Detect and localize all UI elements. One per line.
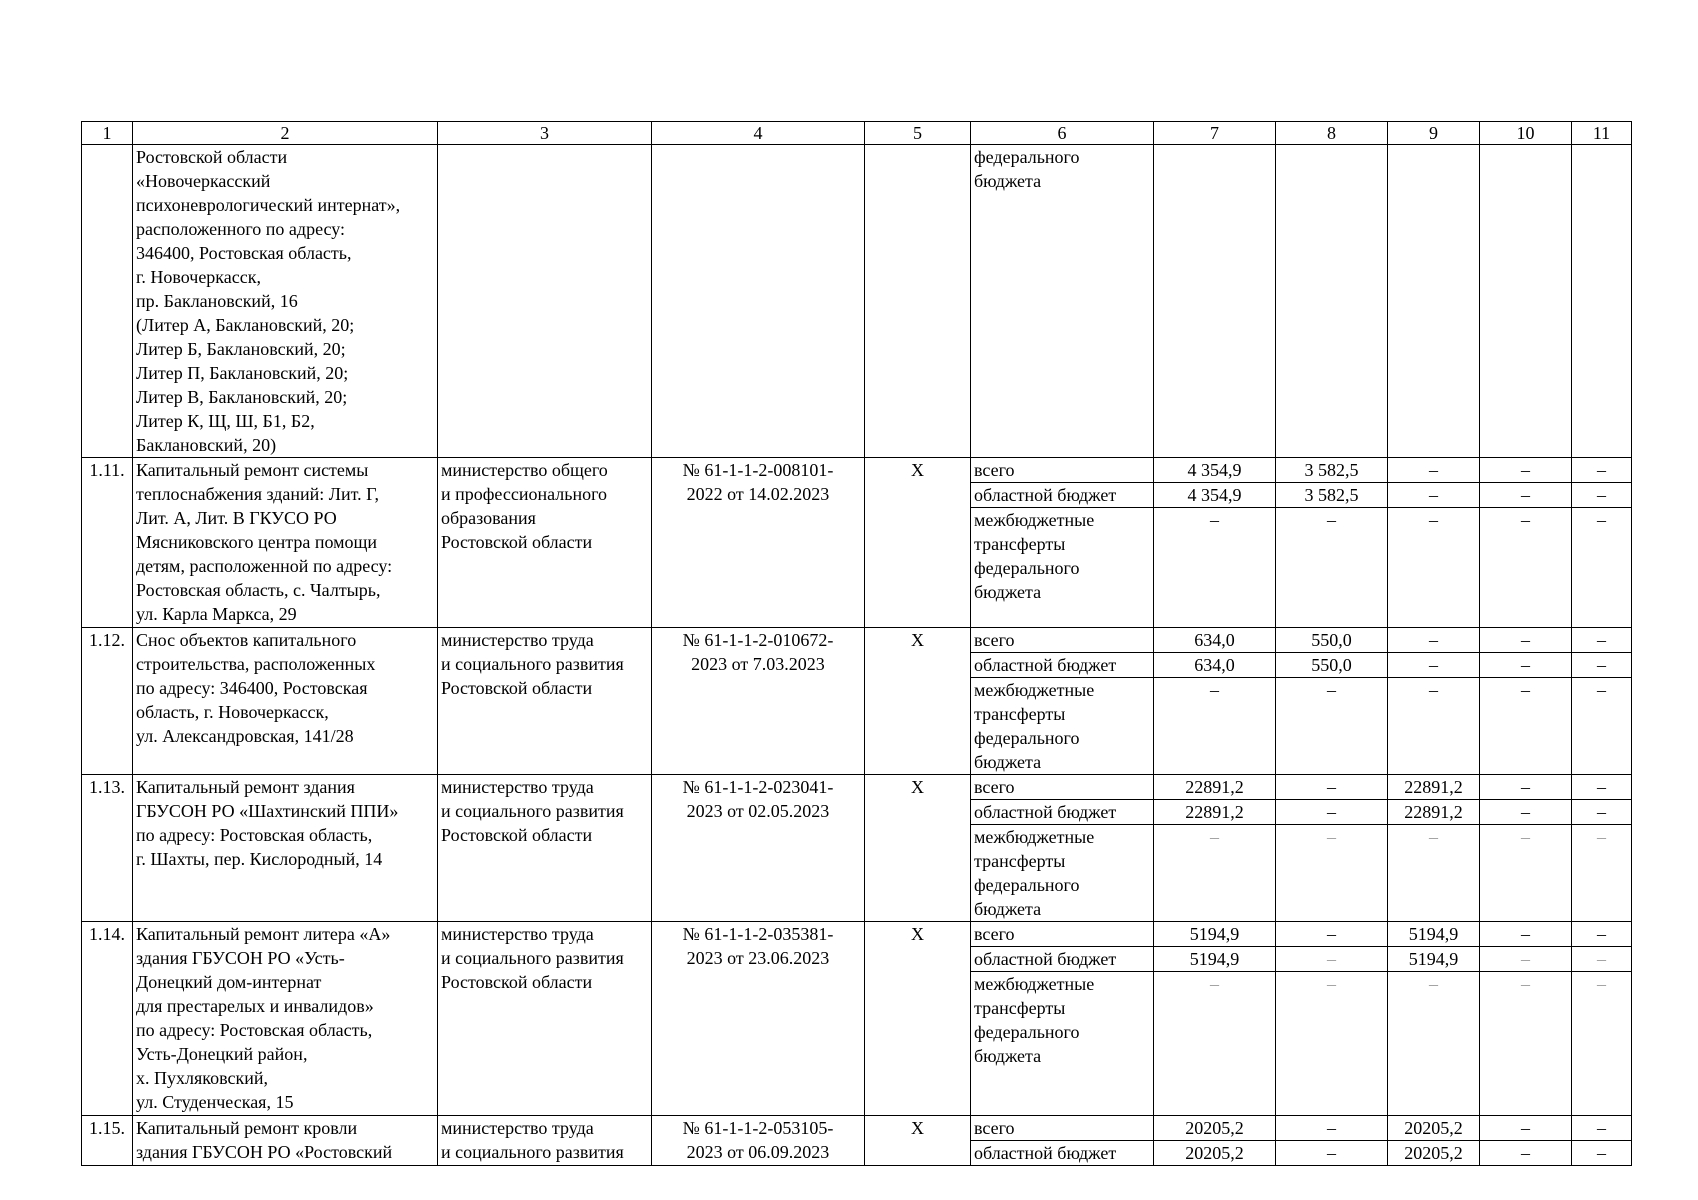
value-cell-10: – [1480, 947, 1572, 972]
agency-cell [438, 145, 652, 458]
value-cell-7: 5194,9 [1154, 947, 1276, 972]
budget-table [81, 121, 1632, 1166]
value-cell-7: – [1154, 972, 1276, 1116]
funding-source-cell: межбюджетные трансферты федерального бюджета [971, 825, 1154, 922]
table-row [82, 775, 1632, 800]
value-cell-10 [1480, 145, 1572, 458]
value-cell-9: 22891,2 [1388, 775, 1480, 800]
item-number-cell [82, 145, 133, 458]
value-cell-11: – [1572, 508, 1632, 628]
column-header: 1 [82, 122, 133, 145]
funding-source-cell: областной бюджет [971, 1141, 1154, 1166]
value-cell-10: – [1480, 483, 1572, 508]
value-cell-10: – [1480, 775, 1572, 800]
column-header: 11 [1572, 122, 1632, 145]
item-number-cell: 1.11. [82, 458, 133, 628]
value-cell-7: – [1154, 825, 1276, 922]
column-header: 4 [652, 122, 865, 145]
column-header: 2 [133, 122, 438, 145]
value-cell-10: – [1480, 508, 1572, 628]
value-cell-8: – [1276, 508, 1388, 628]
item-number-cell: 1.12. [82, 628, 133, 775]
value-cell-9: 22891,2 [1388, 800, 1480, 825]
value-cell-11: – [1572, 972, 1632, 1116]
funding-source-cell: всего [971, 775, 1154, 800]
funding-source-cell: федерального бюджета [971, 145, 1154, 458]
agency-cell: министерство труда и социального развития Ростовской области [438, 775, 652, 922]
value-cell-10: – [1480, 1116, 1572, 1141]
value-cell-10: – [1480, 825, 1572, 922]
column-header: 6 [971, 122, 1154, 145]
value-cell-11: – [1572, 775, 1632, 800]
value-cell-11: – [1572, 800, 1632, 825]
value-cell-7: 22891,2 [1154, 800, 1276, 825]
value-cell-8: – [1276, 972, 1388, 1116]
table-row [82, 922, 1632, 947]
document-cell: № 61-1-1-2-023041- 2023 от 02.05.2023 [652, 775, 865, 922]
x-cell: Х [865, 775, 971, 922]
value-cell-11: – [1572, 458, 1632, 483]
object-name-cell: Капитальный ремонт литера «А» здания ГБУСОН РО «Усть- Донецкий дом-интернат для престарелых и инвалидов» по адресу: Ростовская область, Усть-Донецкий район, х. Пухляковский, ул. Студенческая, 15 [133, 922, 438, 1116]
funding-source-cell: областной бюджет [971, 947, 1154, 972]
object-name-cell: Капитальный ремонт кровли здания ГБУСОН РО «Ростовский [133, 1116, 438, 1166]
agency-cell: министерство труда и социального развития [438, 1116, 652, 1166]
value-cell-11: – [1572, 947, 1632, 972]
value-cell-8: 550,0 [1276, 628, 1388, 653]
column-header: 5 [865, 122, 971, 145]
value-cell-10: – [1480, 1141, 1572, 1166]
value-cell-9: – [1388, 628, 1480, 653]
value-cell-8: – [1276, 1141, 1388, 1166]
object-name-cell: Капитальный ремонт системы теплоснабжения зданий: Лит. Г, Лит. А, Лит. В ГКУСО РО Мясниковского центра помощи детям, расположенной по адресу: Ростовская область, с. Чалтырь, ул. Карла Маркса, 29 [133, 458, 438, 628]
funding-source-cell: межбюджетные трансферты федерального бюджета [971, 972, 1154, 1116]
value-cell-7: 4 354,9 [1154, 483, 1276, 508]
table-row [82, 628, 1632, 653]
x-cell: Х [865, 922, 971, 1116]
object-name-cell: Ростовской области «Новочеркасский психоневрологический интернат», расположенного по адресу: 346400, Ростовская область, г. Новочеркасск, пр. Баклановский, 16 (Литер А, Баклановский, 20; Литер Б, Баклановский, 20; Литер П, Баклановский, 20; Литер В, Баклановский, 20; Литер К, Щ, Ш, Б1, Б2, Баклановский, 20) [133, 145, 438, 458]
value-cell-11: – [1572, 678, 1632, 775]
value-cell-7: 4 354,9 [1154, 458, 1276, 483]
value-cell-8: 550,0 [1276, 653, 1388, 678]
value-cell-10: – [1480, 628, 1572, 653]
table-row [82, 1116, 1632, 1141]
value-cell-9: – [1388, 483, 1480, 508]
funding-source-cell: областной бюджет [971, 653, 1154, 678]
document-cell: № 61-1-1-2-053105- 2023 от 06.09.2023 [652, 1116, 865, 1166]
x-cell [865, 145, 971, 458]
column-header: 9 [1388, 122, 1480, 145]
document-cell: № 61-1-1-2-010672- 2023 от 7.03.2023 [652, 628, 865, 775]
value-cell-11: – [1572, 653, 1632, 678]
column-header: 10 [1480, 122, 1572, 145]
column-header: 3 [438, 122, 652, 145]
funding-source-cell: всего [971, 922, 1154, 947]
value-cell-7 [1154, 145, 1276, 458]
value-cell-11: – [1572, 825, 1632, 922]
x-cell: Х [865, 458, 971, 628]
value-cell-10: – [1480, 678, 1572, 775]
item-number-cell: 1.14. [82, 922, 133, 1116]
value-cell-9: 20205,2 [1388, 1116, 1480, 1141]
value-cell-8: – [1276, 1116, 1388, 1141]
value-cell-9: 5194,9 [1388, 947, 1480, 972]
value-cell-8: – [1276, 922, 1388, 947]
value-cell-7: 634,0 [1154, 653, 1276, 678]
value-cell-10: – [1480, 800, 1572, 825]
value-cell-8: – [1276, 775, 1388, 800]
value-cell-9: – [1388, 508, 1480, 628]
funding-source-cell: областной бюджет [971, 800, 1154, 825]
value-cell-11: – [1572, 483, 1632, 508]
agency-cell: министерство общего и профессионального образования Ростовской области [438, 458, 652, 628]
column-number-row [82, 122, 1632, 145]
funding-source-cell: областной бюджет [971, 483, 1154, 508]
document-cell [652, 145, 865, 458]
agency-cell: министерство труда и социального развития Ростовской области [438, 922, 652, 1116]
funding-source-cell: всего [971, 628, 1154, 653]
value-cell-11: – [1572, 922, 1632, 947]
value-cell-7: 20205,2 [1154, 1116, 1276, 1141]
document-cell: № 61-1-1-2-008101- 2022 от 14.02.2023 [652, 458, 865, 628]
value-cell-7: – [1154, 678, 1276, 775]
funding-source-cell: всего [971, 458, 1154, 483]
value-cell-11 [1572, 145, 1632, 458]
value-cell-7: 20205,2 [1154, 1141, 1276, 1166]
item-number-cell: 1.13. [82, 775, 133, 922]
value-cell-8: – [1276, 678, 1388, 775]
value-cell-10: – [1480, 458, 1572, 483]
object-name-cell: Капитальный ремонт здания ГБУСОН РО «Шахтинский ППИ» по адресу: Ростовская область, г. Шахты, пер. Кислородный, 14 [133, 775, 438, 922]
value-cell-9: – [1388, 972, 1480, 1116]
value-cell-9: 5194,9 [1388, 922, 1480, 947]
value-cell-10: – [1480, 653, 1572, 678]
column-header: 7 [1154, 122, 1276, 145]
value-cell-9: 20205,2 [1388, 1141, 1480, 1166]
value-cell-8: 3 582,5 [1276, 458, 1388, 483]
value-cell-7: 22891,2 [1154, 775, 1276, 800]
value-cell-9: – [1388, 678, 1480, 775]
value-cell-11: – [1572, 628, 1632, 653]
value-cell-9: – [1388, 458, 1480, 483]
document-cell: № 61-1-1-2-035381- 2023 от 23.06.2023 [652, 922, 865, 1116]
value-cell-9 [1388, 145, 1480, 458]
value-cell-7: 5194,9 [1154, 922, 1276, 947]
column-header: 8 [1276, 122, 1388, 145]
x-cell: Х [865, 1116, 971, 1166]
x-cell: Х [865, 628, 971, 775]
value-cell-8: – [1276, 825, 1388, 922]
value-cell-10: – [1480, 972, 1572, 1116]
value-cell-10: – [1480, 922, 1572, 947]
value-cell-8: 3 582,5 [1276, 483, 1388, 508]
value-cell-9: – [1388, 825, 1480, 922]
value-cell-7: – [1154, 508, 1276, 628]
object-name-cell: Снос объектов капитального строительства, расположенных по адресу: 346400, Ростовская область, г. Новочеркасск, ул. Александровская, 141/28 [133, 628, 438, 775]
value-cell-11: – [1572, 1116, 1632, 1141]
funding-source-cell: всего [971, 1116, 1154, 1141]
item-number-cell: 1.15. [82, 1116, 133, 1166]
funding-source-cell: межбюджетные трансферты федерального бюджета [971, 508, 1154, 628]
continuation-row [82, 145, 1632, 458]
table-row [82, 458, 1632, 483]
agency-cell: министерство труда и социального развития Ростовской области [438, 628, 652, 775]
value-cell-9: – [1388, 653, 1480, 678]
funding-source-cell: межбюджетные трансферты федерального бюджета [971, 678, 1154, 775]
value-cell-11: – [1572, 1141, 1632, 1166]
value-cell-8: – [1276, 947, 1388, 972]
value-cell-8: – [1276, 800, 1388, 825]
value-cell-8 [1276, 145, 1388, 458]
value-cell-7: 634,0 [1154, 628, 1276, 653]
